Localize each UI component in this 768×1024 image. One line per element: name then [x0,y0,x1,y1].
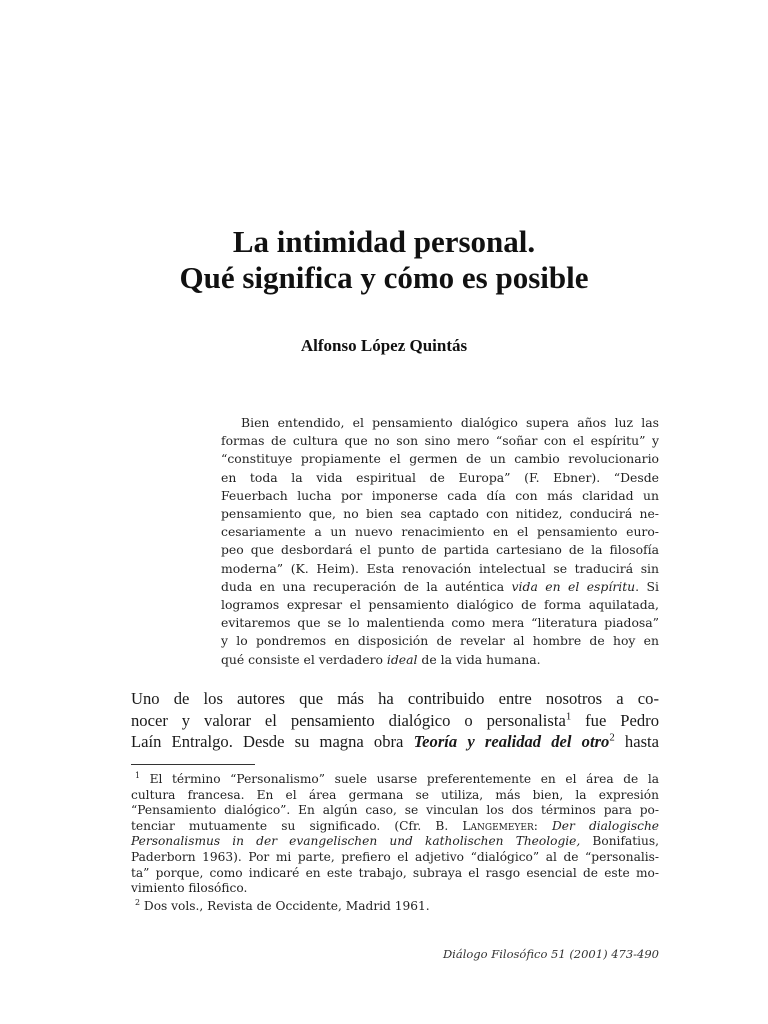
footnote-separator [131,764,255,765]
epigraph-line [221,578,659,596]
footnote-text: tenciar mutuamente su significado. (Cfr. B. [131,818,463,833]
footnote-ref-1[interactable]: 1 [565,710,572,723]
footnotes [131,772,659,914]
epigraph-emphasis: ideal [386,651,418,667]
body-paragraph [131,688,659,753]
footnote-1-line: “Pensamiento dialógico”. En algún caso, se vinculan los dos términos para po- [131,803,659,818]
epigraph-line: evitaremos que se lo malentienda como mera “literatura piadosa” [221,615,659,631]
author-name: Alfonso López Quintás [300,336,468,355]
body-line [131,731,659,753]
body-line [131,710,659,732]
epigraph-line: peo que desbordará el punto de partida cartesiano de la filosofía [221,542,659,558]
footnote-1-line: vimiento filosófico. [131,881,248,896]
footnote-ref-2[interactable]: 2 [609,731,615,744]
article-title [0,224,768,296]
footnote-number: 2 [135,897,141,907]
footnote-1-line: ta” porque, como indicaré en este trabajo, subraya el rasgo esencial de este mo- [131,865,659,880]
epigraph-line: en toda la vida espiritual de Europa” (F. Ebner). “Desde [221,469,659,485]
footnote-text: : [533,818,552,833]
epigraph-line: moderna” (K. Heim). Esta renovación intelectual se traducirá sin [221,560,659,576]
body-text: Laín Entralgo. Desde su magna obra [131,732,414,752]
footnote-text: Bonifatius, [580,834,660,849]
title-line-1: La intimidad personal. [232,224,536,259]
epigraph-line: pensamiento que, no bien sea captado con nitidez, conducirá ne- [221,506,659,522]
epigraph-emphasis: vida en el espíritu [511,578,636,594]
footnote-text: El término “Personalismo” suele usarse preferentemente en el área de la [140,772,659,786]
epigraph-line: cesariamente a un nuevo renacimiento en el pensamiento euro- [221,524,659,540]
epigraph-line: Bien entendido, el pensamiento dialógico supera años luz las [241,415,659,430]
epigraph-text: . Si [635,578,659,594]
epigraph-text: de la vida humana. [417,651,541,667]
epigraph-line: y lo pondremos en disposición de revelar al hombre de hoy en [221,633,659,649]
footnote-1-line [131,772,659,788]
body-text: nocer y valorar el pensamiento dialógico o personalista [131,710,566,730]
body-text: fue Pedro [571,710,659,730]
epigraph-quote [221,414,659,669]
epigraph-line: formas de cultura que no son sino mero “soñar con el espíritu” y [221,433,659,449]
body-text: hasta [614,732,659,752]
epigraph-line: logramos expresar el pensamiento dialógico de forma aquilatada, [221,597,659,613]
cited-title: Personalismus in der evangelischen und katholischen Theologie, [131,834,581,849]
footnote-1-line [131,819,659,835]
cited-title: Der dialogische [552,818,659,833]
book-title: Teoría y realidad del otro [413,732,610,752]
cited-author: Langemeyer [462,818,534,833]
epigraph-line [221,651,659,669]
footnote-2-line [131,899,659,915]
epigraph-line: “constituye propiamente el germen de un cambio revolucionario [221,451,659,467]
footnote-1-line [131,834,659,850]
footnote-number: 1 [135,770,141,780]
footnote-1-line: cultura francesa. En el área germana se utiliza, más bien, la expresión [131,787,659,802]
epigraph-text: qué consiste el verdadero [221,651,387,667]
epigraph-line: Feuerbach lucha por imponerse cada día con más claridad un [221,487,659,503]
footnote-1-line: Paderborn 1963). Por mi parte, prefiero el adjetivo “dialógico” al de “personalis- [131,849,659,864]
title-line-2: Qué significa y cómo es posible [179,260,589,295]
body-line: Uno de los autores que más ha contribuido entre nosotros a co- [131,689,659,708]
footnote-text: Dos vols., Revista de Occidente, Madrid 1961. [140,898,430,913]
journal-citation: Diálogo Filosófico 51 (2001) 473-490 [442,947,659,961]
epigraph-text: duda en una recuperación de la auténtica [221,578,512,594]
